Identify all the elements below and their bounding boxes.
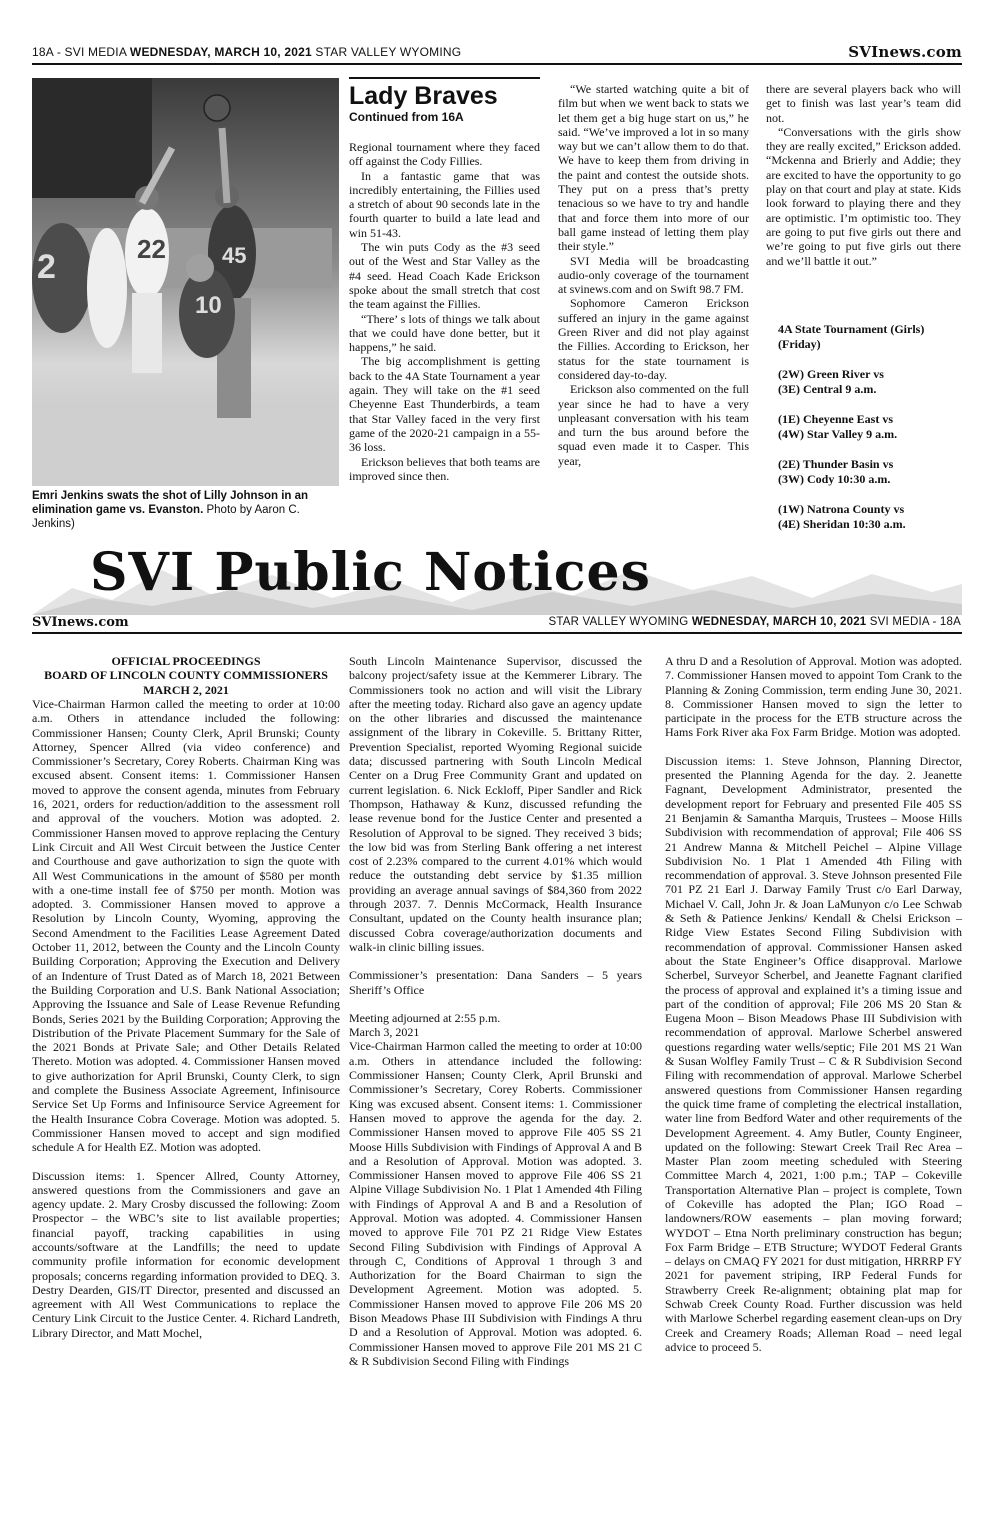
article-paragraph: “We started watching quite a bit of film but when we went back to stats we let them get a big huge start on us,” he said. “We’ve improved a lot in so many way but we can’t allow them to do that. We have to keep them from driving in the paint and contest the outside shots. They put on a press that’s pretty tenacious so we have to try and handle that and force them into more of our ball game instead of letting them play their style.” [558, 82, 749, 254]
public-notices-banner [32, 540, 962, 615]
article-paragraph: Sophomore Cameron Erickson suffered an injury in the game against Green River and did not play against the Fillies. According to Erickson, her status for the state tournament is considered day-to-day. [558, 296, 749, 382]
notice-paragraph: Discussion items: 1. Spencer Allred, County Attorney, answered questions from the Commissioners and gave an agency update. 2. Mary Crosby discussed the following: Zoom Prospector – the WBC’s site to list available properties; financial payoff, tracking capabilities in using accounts/software at the Landfills; the need to update community profile information for economic development proposals; concerns regarding information provided to DEQ. 3. Destry Dearden, GIS/IT Director, presented and discussed an agreement with All West Communications to replace the Century Link Circuit to the Justice Center. 4. Richard Landreth, Library Director, and Matt Mochel, [32, 1168, 340, 1340]
notice-paragraph: Discussion items: 1. Steve Johnson, Planning Director, presented the Planning Agenda for the day. 2. Jeanette Fagnant, Development Administrator, presented the development report for February and presented File 405 SS 21 Benjamin & Samantha Marquis, Trustees – Moose Hills Subdivision with recommendation of approval; File 406 SS 21 Andrew Manna & Mitchell Peichel – Alpine Village Subdivision No. 1 Plat 1 Amended 4th Filing with recommendation of approval. 3. Steve Johnson presented File 701 PZ 21 Earl J. Darway Family Trust c/o Earl Darway, Michael V. Call, John Jr. & Joan LaMunyon c/o Lee Schwab & Seth & Patience Jenkins/ Kendall & Chelsi Erickson – Ridge View Estates Second Filing Subdivision with recommendation of approval. Commissioner Hansen asked about the State Engineer’s Office disapproval. Marlowe Scherbel, Surveyor Scherbel, and Jeanette Fagnant clarified the process of approval and explained it’s a timing issue and part of the condition of approval; File 206 MS 20 Stan & Eugena Moon – Bison Meadows Phase III Subdivision with recommendation of approval. Marlowe Scherbel answered questions regarding water wells/septic; File 201 MS 21 Wan & Susan Wolfley Family Trust – C & R Subdivision Second Filing with recommendation of approval. Marlowe Scherbel answered questions from Commissioner Hansen regarding the quick time frame of completing the electrical installation, water line from Bedford Water and other requirements of the Development Agreement. 4. Amy Butler, County Engineer, updated on the following: Stewart Creek Trail Rec Area – Master Plan zoom meeting scheduled with Steering Committee March 4, 2021, 1:00 p.m.; TAP – Cokeville Transportation Alternative Plan – project is complete, Town of Cokeville has adopted the Plan; IGO Road – landowners/ROW easements – plan moving forward; WYDOT – Etna North preliminary construction has begun; Fox Farm Bridge – ETB Structure; WYDOT Federal Grants – delays on CMAQ FY 2021 for dust mitigation, HRRRP FY 2021 for pavement striping, IRP Federal Funds for Strawberry Creek Re-alignment; obtaining plat map for Schwab Creek County Road. Further discussion was held with Marlowe Scherbel regarding easement clean-ups on Dry Creek and Creamery Roads; Alleman Road – need legal advice to proceed 5. [665, 753, 962, 1354]
notice-heading [32, 654, 340, 697]
schedule-game: (3E) Central 9 a.m. [778, 382, 877, 396]
svg-text:2: 2 [37, 248, 56, 286]
caption-text: Emri Jenkins swats the shot of Lilly Johnson in an elimination game vs. Evanston. [32, 490, 309, 516]
article-continued: Continued from 16A [349, 110, 464, 124]
article-column-2 [558, 82, 749, 468]
article-paragraph: there are several players back who will get to finish was last year’s team did not. [766, 82, 961, 125]
notice-column-3 [665, 654, 962, 1354]
article-paragraph: Regional tournament where they faced off against the Cody Fillies. [349, 140, 540, 169]
notice-paragraph: South Lincoln Maintenance Supervisor, discussed the balcony project/safety issue at the Kemmerer Library. The Commissioners took no action and will visit the Library after the meeting today. Richard also gave an agency update on the other libraries and discussed the maintenance assignment of the library in Cokeville. 5. Brittany Ritter, Prevention Specialist, reported Wyoming Regional suicide data; discussed partnering with South Lincoln Medical Center on a Drug Free Community Grant and updated on current legislation. 6. Nick Eckloff, Piper Sandler and Rick Thompson, Hathaway & Kunz, discussed refunding the lease revenue bond for the Justice Center and presented a Resolution of Approval to be signed. They received 3 bids; the low bid was from Sterling Bank offering a net interest cost of 2.23% compared to the current 4.01% which would reduce the outstanding debt service by $1.35 million providing an average annual savings of $84,360 from 2022 through 2037. 7. Dennis McCormack, Health Insurance Consultant, updated on the County health insurance plan; discussed Cobra coverage/authorization documents and walk-in clinic billing issues. [349, 654, 642, 954]
photo-caption [32, 489, 339, 531]
article-paragraph: Erickson believes that both teams are improved since then. [349, 454, 540, 483]
banner-header [548, 616, 961, 628]
schedule-title: 4A State Tournament (Girls) [778, 322, 925, 336]
banner-rule [32, 632, 962, 634]
headline-rule [349, 77, 540, 79]
schedule-game: (1E) Cheyenne East vs [778, 412, 894, 426]
notice-heading-3: MARCH 2, 2021 [143, 682, 229, 697]
header-date: WEDNESDAY, MARCH 10, 2021 [129, 45, 312, 59]
schedule-game: (3W) Cody 10:30 a.m. [778, 472, 891, 486]
article-paragraph: Erickson also commented on the full year since he had to have a very unpleasant conversation with his team and turn the bus around before the squad even made it to Casper. This year, [558, 382, 749, 468]
schedule-game: (2W) Green River vs [778, 367, 884, 381]
header-rule [32, 63, 962, 65]
article-paragraph: The win puts Cody as the #3 seed out of the West and Star Valley as the #4 seed. Head Coach Kade Erickson spoke about the small stretch that cost the team against the Fillies. [349, 240, 540, 312]
header-location: STAR VALLEY WYOMING [315, 45, 462, 59]
article-paragraph: “Conversations with the girls show they are really excited,” Erickson added. “Mckenna and Brierly and Addie; they are excited to have the opportunity to go play on that court and play at state. Kids look forward to playing there and they are optimistic. I’m optimistic too. They are going to put five girls out there and we’re going to put five girls out there and we’ll battle it out.” [766, 124, 961, 268]
schedule-day: (Friday) [778, 337, 821, 351]
page-label: 18A - SVI MEDIA [32, 45, 127, 59]
svg-text:22: 22 [137, 234, 166, 264]
notice-paragraph: Commissioner’s presentation: Dana Sanders – 5 years Sheriff’s Office [349, 968, 642, 997]
article-column-3 [766, 82, 961, 268]
header-site[interactable]: SVInews.com [848, 43, 962, 61]
banner-date: WEDNESDAY, MARCH 10, 2021 [691, 616, 867, 628]
schedule-game: (2E) Thunder Basin vs [778, 457, 894, 471]
banner-site[interactable]: SVInews.com [32, 615, 129, 630]
article-paragraph: The big accomplishment is getting back to the 4A State Tournament a year again. They will take on the #1 seed Cheyenne East Thunderbirds, a team that Star Valley faced in the very first game of the 2020-21 campaign in a 55-36 loss. [349, 354, 540, 455]
banner-title: SVI Public Notices [90, 542, 651, 603]
svg-text:45: 45 [222, 243, 247, 268]
notice-heading-1: OFFICIAL PROCEEDINGS [111, 654, 261, 668]
schedule-game: (1W) Natrona County vs [778, 502, 905, 516]
schedule-game: (4E) Sheridan 10:30 a.m. [778, 517, 906, 531]
basketball-photo [32, 78, 339, 486]
notice-paragraph: Vice-Chairman Harmon called the meeting to order at 10:00 a.m. Others in attendance included the following: Commissioner Hansen; County Clerk, April Brunski; County Attorney, Spencer Allred (via video conference) and Commissioner’s Secretary, Corey Roberts. Chairman King was excused absent. Consent items: 1. Commissioner Hansen moved to approve the consent agenda, minutes from February 16, 2021, orders for reduction/addition to the assessment roll and approval of the vouchers. Motion was adopted. 2. Commissioner Hansen moved to approve replacing the Century Link Circuit and All West Circuit between the Justice Center and Courthouse and gave authorization to sign the quote with All West Communications in the amount of $580 per month with a one-time install fee of $750 per month. Motion was adopted. 3. Commissioner Hansen moved to approve a Resolution by Lincoln County, Wyoming, approving the Second Amendment to the Facilities Lease Agreement Dated October 11, 2012, between the County and the Lincoln County Building Corporation; Approving the Execution and Delivery of an Indenture of Trust Dated as of March 18, 2021 Between the Building Corporation and U.S. Bank National Association; Approving the Issuance and Sale of Lease Revenue Refunding Bonds, Series 2021 by the Building Corporation; Approving the Distribution of the Private Placement Summary for the Sale of the 2021 Bonds at Private Sale; and Other Details Related Thereto. Motion was adopted. 4. Commissioner Hansen moved to give authorization for April Brunski, County Clerk, to sign and complete the Business Associate Agreement, Infinisource Service Set Up Forms and Infinisource Service Agreement for the Health Insurance Cobra Coverage. Motion was adopted. 5. Commissioner Hansen moved to accept and sign modified schedule A for Health EZ. Motion was adopted. [32, 697, 340, 1155]
tournament-schedule [778, 322, 963, 532]
notice-column-1 [32, 697, 340, 1340]
article-headline: Lady Braves [349, 82, 498, 110]
article-column-1 [349, 140, 540, 483]
banner-page-label: SVI MEDIA - 18A [869, 616, 961, 628]
article-paragraph: “There’ s lots of things we talk about that we could have done better, but it happens,” he said. [349, 311, 540, 355]
article-paragraph: SVI Media will be broadcasting audio-only coverage of the tournament at svinews.com and on Swift 98.7 FM. [558, 253, 749, 297]
article-paragraph: In a fantastic game that was incredibly entertaining, the Fillies used a stretch of about 90 seconds late in the fourth quarter to build a late lead and win 51-43. [349, 168, 540, 240]
schedule-game: (4W) Star Valley 9 a.m. [778, 427, 898, 441]
top-header [32, 45, 962, 61]
notice-paragraph: A thru D and a Resolution of Approval. Motion was adopted. 7. Commissioner Hansen moved to appoint Tom Crank to the Planning & Zoning Commission, term ending June 30, 2021. 8. Commissioner Hansen moved to sign the letter to participate in the process for the ETB structure across the Hams Fork River aka Fox Farm Bridge. Motion was adopted. [665, 654, 962, 740]
caption-credit: Photo by Aaron C. Jenkins) [32, 504, 300, 530]
notice-heading-2: BOARD OF LINCOLN COUNTY COMMISSIONERS [44, 668, 328, 683]
notice-column-2 [349, 654, 642, 1368]
banner-location: STAR VALLEY WYOMING [548, 616, 689, 628]
svg-text:10: 10 [195, 292, 222, 319]
notice-paragraph: Meeting adjourned at 2:55 p.m. March 3, 2021 Vice-Chairman Harmon called the meeting to order at 10:00 a.m. Others in attendance included the following: Commissioner Hansen; County Clerk, April Brunski and Commissioner’s Secretary, Corey Roberts. Commissioner King was excused absent. Consent items: 1. Commissioner Hansen moved to approve the agenda for the day. 2. Commissioner Hansen moved to approve File 405 SS 21 Moose Hills Subdivision with Findings of Approval A and B and a Resolution of Approval. Motion was adopted. 3. Commissioner Hansen moved to approve File 406 SS 21 Alpine Village Subdivision No. 1 Plat 1 Amended 4th Filing with Findings of Approval A and B and a Resolution of Approval. Motion was adopted. 4. Commissioner Hansen moved to approve File 701 PZ 21 Ridge View Estates Second Filing Subdivision with Findings of Approval A through C, Conditions of Approval 1 through 3 and Authorization for the Board Chairman to sign the Development Agreement. Motion was adopted. 5. Commissioner Hansen moved to approve File 206 MS 20 Bison Meadows Phase III Subdivision with Findings A thru D and a Resolution of Approval. Motion was adopted. 6. Commissioner Hansen moved to approve File 201 MS 21 C & R Subdivision Second Filing with Findings [349, 1010, 642, 1368]
